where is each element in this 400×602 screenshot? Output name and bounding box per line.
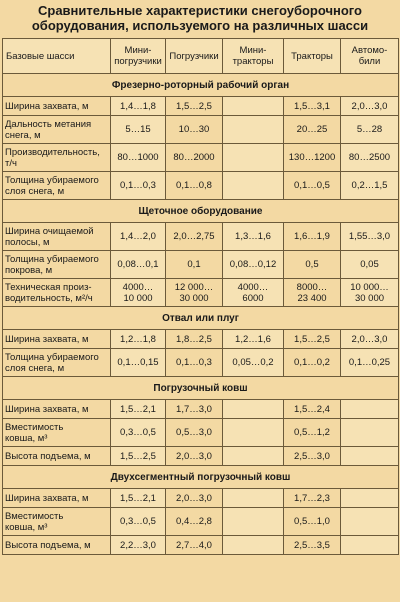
value-cell: 1,4…1,8 bbox=[111, 97, 166, 116]
row-label-line: слоя снега, м bbox=[5, 185, 65, 197]
table-row bbox=[3, 97, 399, 116]
value-cell: 0,08…0,1 bbox=[111, 251, 166, 279]
page-title bbox=[0, 0, 400, 38]
value-cell: 1,7…2,3 bbox=[284, 489, 341, 508]
value-line: 12 000… bbox=[174, 281, 214, 293]
header-mini-loaders bbox=[111, 39, 166, 74]
value-cell: 1,2…1,8 bbox=[111, 330, 166, 349]
value-cell: 0,3…0,5 bbox=[111, 508, 166, 536]
value-cell bbox=[223, 400, 284, 419]
row-label bbox=[3, 279, 111, 307]
value-cell: 0,05…0,2 bbox=[223, 349, 284, 377]
value-cell: 0,5…3,0 bbox=[166, 419, 223, 447]
row-label bbox=[3, 508, 111, 536]
header-base-chassis: Базовые шасси bbox=[3, 39, 111, 74]
value-cell bbox=[223, 279, 284, 307]
header-mini-tractors-line1: Мини- bbox=[239, 45, 267, 56]
value-cell: 0,05 bbox=[341, 251, 399, 279]
value-cell bbox=[166, 279, 223, 307]
table-row bbox=[3, 144, 399, 172]
table-row bbox=[3, 172, 399, 200]
value-cell: 0,1…0,5 bbox=[284, 172, 341, 200]
value-cell bbox=[341, 508, 399, 536]
row-label-line: Толщина убираемого bbox=[5, 174, 99, 186]
value-cell: 1,5…2,5 bbox=[166, 97, 223, 116]
value-cell: 0,5 bbox=[284, 251, 341, 279]
row-label-line: снега, м bbox=[5, 129, 41, 141]
row-label-line: Толщина убираемого bbox=[5, 351, 99, 363]
row-label-line: Техническая произ- bbox=[5, 281, 92, 293]
row-label-line: Вместимость bbox=[5, 421, 64, 433]
header-mini-loaders-line1: Мини- bbox=[124, 45, 152, 56]
value-cell: 2,0…2,75 bbox=[166, 223, 223, 251]
section-title: Погрузочный ковш bbox=[3, 377, 399, 400]
table-header-row bbox=[3, 39, 399, 74]
header-cars-line2: били bbox=[358, 56, 381, 67]
value-cell bbox=[341, 279, 399, 307]
value-cell: 0,5…1,2 bbox=[284, 419, 341, 447]
value-cell bbox=[341, 400, 399, 419]
row-label-line: Высота подъема, м bbox=[5, 450, 91, 462]
row-label-line: Производительность, bbox=[5, 146, 100, 158]
row-label-line: водительность, м²/ч bbox=[5, 292, 93, 304]
value-cell bbox=[341, 489, 399, 508]
table-row bbox=[3, 508, 399, 536]
row-label-line: покрова, м bbox=[5, 264, 53, 276]
value-cell: 2,2…3,0 bbox=[111, 536, 166, 555]
value-cell: 2,0…3,0 bbox=[341, 330, 399, 349]
value-cell: 0,1 bbox=[166, 251, 223, 279]
value-line: 23 400 bbox=[297, 292, 327, 304]
value-cell: 2,5…3,0 bbox=[284, 447, 341, 466]
row-label-line: Толщина убираемого bbox=[5, 253, 99, 265]
value-cell: 1,4…2,0 bbox=[111, 223, 166, 251]
value-cell: 0,3…0,5 bbox=[111, 419, 166, 447]
value-cell: 1,5…2,1 bbox=[111, 489, 166, 508]
table-row bbox=[3, 330, 399, 349]
value-cell: 20…25 bbox=[284, 116, 341, 144]
value-cell: 1,7…3,0 bbox=[166, 400, 223, 419]
section-header-row bbox=[3, 307, 399, 330]
row-label bbox=[3, 116, 111, 144]
row-label bbox=[3, 97, 111, 116]
value-cell: 80…2000 bbox=[166, 144, 223, 172]
row-label bbox=[3, 251, 111, 279]
row-label-line: ковша, м³ bbox=[5, 521, 48, 533]
value-cell bbox=[111, 279, 166, 307]
header-cars-line1: Автомо- bbox=[351, 45, 388, 56]
value-cell: 0,2…1,5 bbox=[341, 172, 399, 200]
value-cell: 0,1…0,3 bbox=[166, 349, 223, 377]
row-label-line: т/ч bbox=[5, 157, 17, 169]
value-cell: 1,5…2,5 bbox=[284, 330, 341, 349]
value-line: 10 000 bbox=[123, 292, 153, 304]
value-cell bbox=[223, 97, 284, 116]
value-cell: 2,0…3,0 bbox=[166, 489, 223, 508]
row-label bbox=[3, 400, 111, 419]
table-row bbox=[3, 349, 399, 377]
value-cell: 0,08…0,12 bbox=[223, 251, 284, 279]
value-cell: 1,5…3,1 bbox=[284, 97, 341, 116]
table-row bbox=[3, 489, 399, 508]
value-cell: 2,7…4,0 bbox=[166, 536, 223, 555]
value-cell: 0,5…1,0 bbox=[284, 508, 341, 536]
table-row bbox=[3, 400, 399, 419]
value-cell: 1,5…2,1 bbox=[111, 400, 166, 419]
row-label-line: слоя снега, м bbox=[5, 362, 65, 374]
value-cell: 0,4…2,8 bbox=[166, 508, 223, 536]
value-cell bbox=[341, 419, 399, 447]
row-label bbox=[3, 536, 111, 555]
value-cell bbox=[223, 116, 284, 144]
value-line: 4000… bbox=[122, 281, 154, 293]
value-cell: 130…1200 bbox=[284, 144, 341, 172]
value-cell: 1,55…3,0 bbox=[341, 223, 399, 251]
value-cell bbox=[223, 419, 284, 447]
value-cell bbox=[341, 447, 399, 466]
row-label-line: Высота подъема, м bbox=[5, 539, 91, 551]
row-label bbox=[3, 419, 111, 447]
table-row bbox=[3, 116, 399, 144]
value-cell bbox=[341, 536, 399, 555]
value-cell: 2,5…3,5 bbox=[284, 536, 341, 555]
section-header-row bbox=[3, 377, 399, 400]
row-label bbox=[3, 447, 111, 466]
value-cell bbox=[223, 536, 284, 555]
value-line: 30 000 bbox=[354, 292, 385, 304]
value-cell: 1,3…1,6 bbox=[223, 223, 284, 251]
value-cell: 10…30 bbox=[166, 116, 223, 144]
value-cell: 1,6…1,9 bbox=[284, 223, 341, 251]
section-header-row bbox=[3, 466, 399, 489]
value-cell: 80…1000 bbox=[111, 144, 166, 172]
title-line-2: оборудования, используемого на различных шасси bbox=[31, 18, 369, 33]
table-row bbox=[3, 251, 399, 279]
row-label bbox=[3, 144, 111, 172]
row-label-line: Ширина захвата, м bbox=[5, 100, 89, 112]
value-cell: 0,1…0,3 bbox=[111, 172, 166, 200]
row-label-line: Вместимость bbox=[5, 510, 64, 522]
value-cell bbox=[223, 144, 284, 172]
row-label-line: Ширина захвата, м bbox=[5, 492, 89, 504]
header-mini-tractors bbox=[223, 39, 284, 74]
value-cell bbox=[284, 279, 341, 307]
value-line: 6000 bbox=[242, 292, 264, 304]
value-line: 10 000… bbox=[350, 281, 389, 293]
value-cell: 0,1…0,8 bbox=[166, 172, 223, 200]
header-mini-loaders-line2: погрузчики bbox=[114, 56, 162, 67]
value-cell: 1,5…2,4 bbox=[284, 400, 341, 419]
section-title: Фрезерно-роторный рабочий орган bbox=[3, 74, 399, 97]
row-label bbox=[3, 489, 111, 508]
value-cell: 1,2…1,6 bbox=[223, 330, 284, 349]
value-cell bbox=[223, 508, 284, 536]
value-cell: 1,8…2,5 bbox=[166, 330, 223, 349]
value-cell: 5…28 bbox=[341, 116, 399, 144]
value-line: 4000… bbox=[237, 281, 269, 293]
value-cell bbox=[223, 172, 284, 200]
value-line: 8000… bbox=[296, 281, 328, 293]
value-cell: 1,5…2,5 bbox=[111, 447, 166, 466]
value-cell: 2,0…3,0 bbox=[166, 447, 223, 466]
row-label-line: Ширина захвата, м bbox=[5, 333, 89, 345]
value-cell bbox=[223, 447, 284, 466]
row-label bbox=[3, 349, 111, 377]
table-row bbox=[3, 223, 399, 251]
header-tractors: Тракторы bbox=[284, 39, 341, 74]
section-title: Отвал или плуг bbox=[3, 307, 399, 330]
table-row bbox=[3, 279, 399, 307]
row-label bbox=[3, 172, 111, 200]
value-line: 30 000 bbox=[179, 292, 209, 304]
table-row bbox=[3, 536, 399, 555]
section-title: Двухсегментный погрузочный ковш bbox=[3, 466, 399, 489]
value-cell: 5…15 bbox=[111, 116, 166, 144]
title-line-1: Сравнительные характеристики снегоуборочного bbox=[37, 3, 362, 18]
comparison-table bbox=[2, 38, 399, 555]
header-mini-tractors-line2: тракторы bbox=[232, 56, 274, 67]
row-label-line: Ширина захвата, м bbox=[5, 403, 89, 415]
table-body bbox=[3, 74, 399, 555]
value-cell: 0,1…0,25 bbox=[341, 349, 399, 377]
table-row bbox=[3, 419, 399, 447]
row-label bbox=[3, 223, 111, 251]
value-cell: 0,1…0,15 bbox=[111, 349, 166, 377]
row-label-line: полосы, м bbox=[5, 236, 50, 248]
value-cell: 0,1…0,2 bbox=[284, 349, 341, 377]
value-cell: 2,0…3,0 bbox=[341, 97, 399, 116]
table-row bbox=[3, 447, 399, 466]
section-title: Щеточное оборудование bbox=[3, 200, 399, 223]
value-cell bbox=[223, 489, 284, 508]
row-label-line: Дальность метания bbox=[5, 118, 92, 130]
row-label-line: Ширина очищаемой bbox=[5, 225, 94, 237]
section-header-row bbox=[3, 74, 399, 97]
header-cars bbox=[341, 39, 399, 74]
row-label bbox=[3, 330, 111, 349]
header-loaders: Погрузчики bbox=[166, 39, 223, 74]
section-header-row bbox=[3, 200, 399, 223]
row-label-line: ковша, м³ bbox=[5, 432, 48, 444]
value-cell: 80…2500 bbox=[341, 144, 399, 172]
